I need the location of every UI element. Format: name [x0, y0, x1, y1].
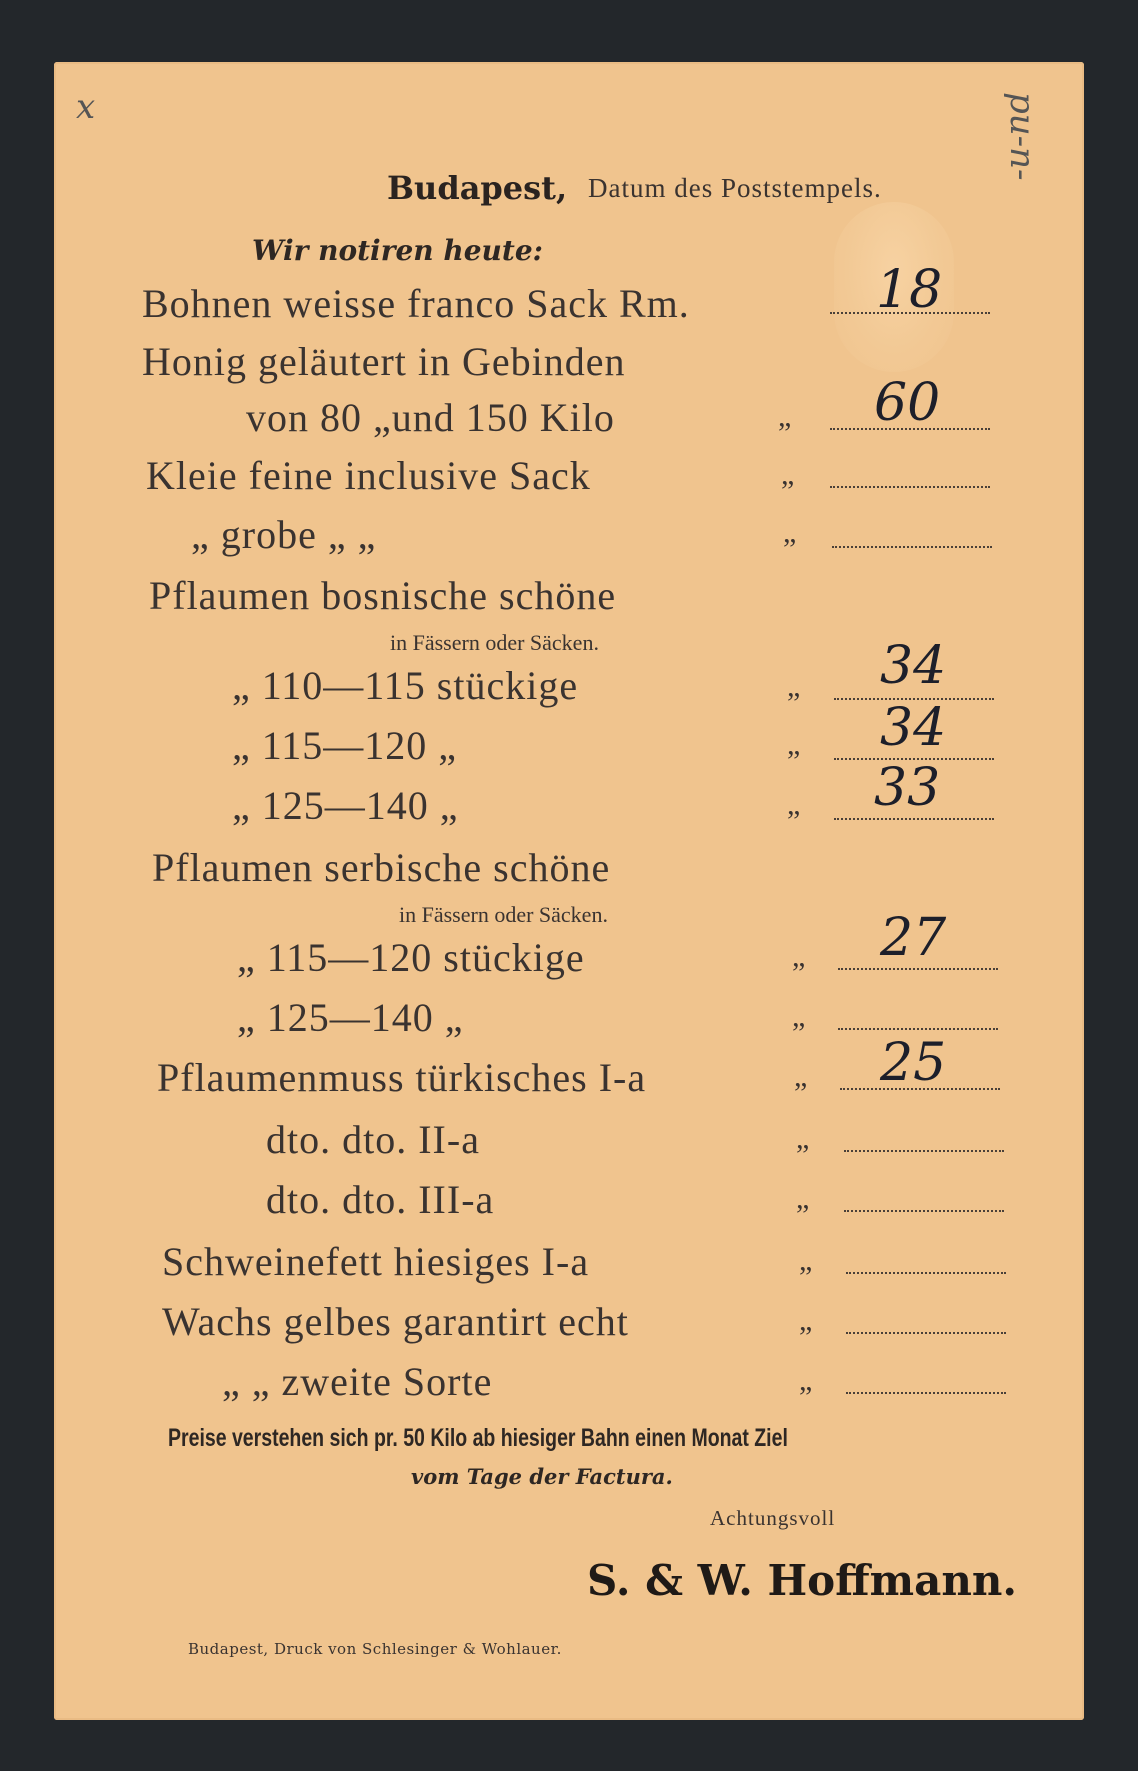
ditto-mark: „: [781, 458, 795, 491]
price-dotted-line: [838, 1028, 998, 1030]
price-dotted-line: [844, 1210, 1004, 1212]
ditto-mark: „: [799, 1364, 813, 1397]
ditto-mark: „: [787, 670, 801, 703]
price-dotted-line: [846, 1332, 1006, 1334]
row-label: „ „ zweite Sorte: [222, 1359, 493, 1404]
price-handwritten: 18: [876, 260, 943, 320]
ditto-mark: „: [799, 1244, 813, 1277]
row-label: dto. dto. II-a: [266, 1117, 480, 1162]
row-label: „ grobe „ „: [191, 512, 377, 557]
side-pencil-mark: pu-n-: [1002, 92, 1042, 181]
row-label: „ 115—120 „: [232, 723, 458, 768]
row-label: „ 125—140 „: [237, 995, 464, 1040]
ditto-mark: „: [794, 1060, 808, 1093]
ditto-mark: „: [783, 516, 797, 549]
price-dotted-line: [832, 546, 992, 548]
row-label: Schweinefett hiesiges I-a: [162, 1239, 590, 1284]
header-date-note: Datum des Poststempels.: [588, 173, 882, 203]
row-label: Pflaumen bosnische schöne: [149, 573, 617, 618]
price-dotted-line: [834, 818, 994, 820]
ditto-mark: „: [792, 940, 806, 973]
closing: Achtungsvoll: [710, 1506, 836, 1530]
row-label: „ 115—120 stückige: [237, 935, 585, 980]
price-handwritten: 33: [874, 758, 941, 818]
price-dotted-line: [844, 1150, 1004, 1152]
signature-company: S. & W. Hoffmann.: [587, 1556, 1018, 1605]
price-handwritten: 34: [880, 636, 947, 696]
row-label: Wachs gelbes garantirt echt: [162, 1299, 629, 1344]
ditto-mark: „: [799, 1304, 813, 1337]
row-sublabel: in Fässern oder Säcken.: [390, 630, 599, 655]
terms-line: Preise verstehen sich pr. 50 Kilo ab hiesiger Bahn einen Monat Ziel: [168, 1424, 788, 1452]
row-label: „ 125—140 „: [232, 783, 459, 828]
price-handwritten: 34: [880, 698, 947, 758]
row-label: von 80 „und 150 Kilo: [246, 395, 615, 440]
price-dotted-line: [838, 968, 998, 970]
row-sublabel: in Fässern oder Säcken.: [399, 902, 608, 927]
ditto-mark: „: [787, 788, 801, 821]
row-label: dto. dto. III-a: [266, 1177, 495, 1222]
row-label: Honig geläutert in Gebinden: [142, 339, 626, 384]
price-dotted-line: [830, 486, 990, 488]
price-list-postcard: [54, 62, 1084, 1720]
price-handwritten: 27: [880, 908, 947, 968]
corner-pencil-mark: x: [76, 87, 96, 127]
price-dotted-line: [846, 1392, 1006, 1394]
ditto-mark: „: [796, 1182, 810, 1215]
price-handwritten: 60: [874, 373, 941, 433]
printer-note: Budapest, Druck von Schlesinger & Wohlauer.: [188, 1640, 562, 1658]
row-label: Kleie feine inclusive Sack: [146, 453, 591, 498]
price-handwritten: 25: [880, 1033, 947, 1093]
row-label: Bohnen weisse franco Sack Rm.: [142, 281, 690, 326]
ditto-mark: „: [778, 400, 792, 433]
ditto-mark: „: [787, 728, 801, 761]
row-label: „ 110—115 stückige: [232, 663, 579, 708]
ditto-mark: „: [796, 1122, 810, 1155]
row-label: Pflaumen serbische schöne: [152, 845, 611, 890]
terms-line-italic: vom Tage der Factura.: [411, 1464, 673, 1489]
price-dotted-line: [846, 1272, 1006, 1274]
row-label: Pflaumenmuss türkisches I-a: [157, 1055, 647, 1100]
ditto-mark: „: [792, 1000, 806, 1033]
intro-line: Wir notiren heute:: [252, 234, 543, 267]
header-city: Budapest,: [387, 169, 568, 207]
